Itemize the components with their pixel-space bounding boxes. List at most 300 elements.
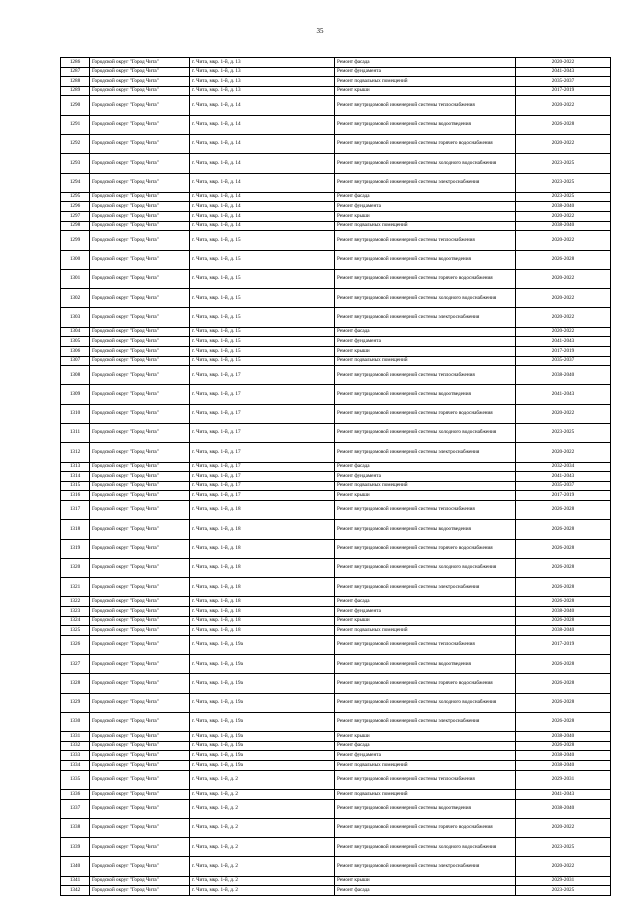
- work-type-cell: Ремонт подвальных помещений: [335, 789, 516, 799]
- period-cell: 2026-2028: [516, 693, 611, 712]
- row-number-cell: 1317: [61, 500, 90, 519]
- address-cell: г. Чита, мкр. 1-й, д. 18: [190, 597, 335, 607]
- period-cell: 2023-2025: [516, 886, 611, 896]
- municipality-cell: Городской округ "Город Чита": [90, 86, 190, 96]
- work-type-cell: Ремонт фасада: [335, 327, 516, 337]
- municipality-cell: Городской округ "Город Чита": [90, 385, 190, 404]
- table-row: [61, 626, 611, 636]
- address-cell: г. Чита, мкр. 1-й, д. 17: [190, 491, 335, 501]
- municipality-cell: Городской округ "Город Чита": [90, 799, 190, 818]
- municipality-cell: Городской округ "Город Чита": [90, 289, 190, 308]
- municipality-cell: Городской округ "Город Чита": [90, 115, 190, 134]
- municipality-cell: Городской округ "Город Чита": [90, 607, 190, 617]
- address-cell: г. Чита, мкр. 1-й, д. 14: [190, 221, 335, 231]
- municipality-cell: Городской округ "Город Чита": [90, 423, 190, 442]
- row-number-cell: 1310: [61, 404, 90, 423]
- address-cell: г. Чита, мкр. 1-й, д. 17: [190, 385, 335, 404]
- municipality-cell: Городской округ "Город Чита": [90, 491, 190, 501]
- table-row: [61, 67, 611, 77]
- work-type-cell: Ремонт внутридомовой инженерной системы горячего водоснабжения: [335, 404, 516, 423]
- work-type-cell: Ремонт фасада: [335, 741, 516, 751]
- period-cell: 2026-2028: [516, 616, 611, 626]
- page-number: 35: [316, 27, 324, 35]
- work-type-cell: Ремонт внутридомовой инженерной системы электроснабжения: [335, 308, 516, 327]
- row-number-cell: 1295: [61, 192, 90, 202]
- period-cell: 2029-2031: [516, 770, 611, 789]
- row-number-cell: 1320: [61, 558, 90, 577]
- address-cell: г. Чита, мкр. 1-й, д. 18: [190, 607, 335, 617]
- row-number-cell: 1328: [61, 674, 90, 693]
- table-row: [61, 231, 611, 250]
- table-row: [61, 818, 611, 837]
- work-type-cell: Ремонт фундамента: [335, 67, 516, 77]
- table-row: [61, 597, 611, 607]
- period-cell: 2026-2028: [516, 597, 611, 607]
- period-cell: 2017-2019: [516, 346, 611, 356]
- period-cell: 2032-2034: [516, 462, 611, 472]
- row-number-cell: 1339: [61, 838, 90, 857]
- row-number-cell: 1303: [61, 308, 90, 327]
- table-row: [61, 221, 611, 231]
- table-row: [61, 404, 611, 423]
- row-number-cell: 1336: [61, 789, 90, 799]
- work-type-cell: Ремонт внутридомовой инженерной системы теплоснабжения: [335, 770, 516, 789]
- table-row: [61, 385, 611, 404]
- row-number-cell: 1286: [61, 58, 90, 68]
- table-row: [61, 635, 611, 654]
- table-row: [61, 713, 611, 732]
- work-type-cell: Ремонт крыши: [335, 876, 516, 886]
- municipality-cell: Городской округ "Город Чита": [90, 231, 190, 250]
- address-cell: г. Чита, мкр. 1-й, д. 14: [190, 96, 335, 115]
- address-cell: г. Чита, мкр. 1-й, д. 17: [190, 366, 335, 385]
- address-cell: г. Чита, мкр. 1-й, д. 13: [190, 58, 335, 68]
- address-cell: г. Чита, мкр. 1-й, д. 18: [190, 626, 335, 636]
- row-number-cell: 1289: [61, 86, 90, 96]
- row-number-cell: 1293: [61, 154, 90, 173]
- work-type-cell: Ремонт подвальных помещений: [335, 77, 516, 87]
- period-cell: 2038-2040: [516, 751, 611, 761]
- period-cell: 2041-2043: [516, 67, 611, 77]
- period-cell: 2020-2022: [516, 212, 611, 222]
- row-number-cell: 1312: [61, 443, 90, 462]
- period-cell: 2020-2022: [516, 231, 611, 250]
- row-number-cell: 1298: [61, 221, 90, 231]
- work-type-cell: Ремонт фасада: [335, 886, 516, 896]
- period-cell: 2041-2043: [516, 337, 611, 347]
- row-number-cell: 1302: [61, 289, 90, 308]
- work-type-cell: Ремонт подвальных помещений: [335, 481, 516, 491]
- period-cell: 2020-2022: [516, 308, 611, 327]
- row-number-cell: 1296: [61, 202, 90, 212]
- row-number-cell: 1307: [61, 356, 90, 366]
- address-cell: г. Чита, мкр. 1-й, д. 17: [190, 423, 335, 442]
- municipality-cell: Городской округ "Город Чита": [90, 308, 190, 327]
- address-cell: г. Чита, мкр. 1-й, д. 15: [190, 289, 335, 308]
- row-number-cell: 1311: [61, 423, 90, 442]
- row-number-cell: 1330: [61, 713, 90, 732]
- municipality-cell: Городской округ "Город Чита": [90, 356, 190, 366]
- row-number-cell: 1318: [61, 520, 90, 539]
- work-type-cell: Ремонт внутридомовой инженерной системы водоотведения: [335, 799, 516, 818]
- address-cell: г. Чита, мкр. 1-й, д. 14: [190, 202, 335, 212]
- municipality-cell: Городской округ "Город Чита": [90, 761, 190, 771]
- address-cell: г. Чита, мкр. 1-й, д. 19а: [190, 635, 335, 654]
- municipality-cell: Городской округ "Город Чита": [90, 635, 190, 654]
- municipality-cell: Городской округ "Город Чита": [90, 192, 190, 202]
- municipality-cell: Городской округ "Город Чита": [90, 346, 190, 356]
- table-row: [61, 366, 611, 385]
- address-cell: г. Чита, мкр. 1-й, д. 13: [190, 67, 335, 77]
- work-type-cell: Ремонт фундамента: [335, 337, 516, 347]
- address-cell: г. Чита, мкр. 1-й, д. 19а: [190, 655, 335, 674]
- work-type-cell: Ремонт внутридомовой инженерной системы холодного водоснабжения: [335, 838, 516, 857]
- table-row: [61, 86, 611, 96]
- address-cell: г. Чита, мкр. 1-й, д. 18: [190, 539, 335, 558]
- period-cell: 2026-2028: [516, 578, 611, 597]
- period-cell: 2038-2040: [516, 732, 611, 742]
- period-cell: 2023-2025: [516, 423, 611, 442]
- row-number-cell: 1341: [61, 876, 90, 886]
- table-row: [61, 578, 611, 597]
- address-cell: г. Чита, мкр. 1-й, д. 2: [190, 886, 335, 896]
- row-number-cell: 1331: [61, 732, 90, 742]
- period-cell: 2038-2040: [516, 221, 611, 231]
- row-number-cell: 1314: [61, 472, 90, 482]
- table-row: [61, 337, 611, 347]
- address-cell: г. Чита, мкр. 1-й, д. 17: [190, 443, 335, 462]
- address-cell: г. Чита, мкр. 1-й, д. 13: [190, 77, 335, 87]
- municipality-cell: Городской округ "Город Чита": [90, 58, 190, 68]
- address-cell: г. Чита, мкр. 1-й, д. 17: [190, 404, 335, 423]
- work-type-cell: Ремонт внутридомовой инженерной системы электроснабжения: [335, 578, 516, 597]
- address-cell: г. Чита, мкр. 1-й, д. 15: [190, 327, 335, 337]
- work-type-cell: Ремонт внутридомовой инженерной системы холодного водоснабжения: [335, 558, 516, 577]
- row-number-cell: 1294: [61, 173, 90, 192]
- table-row: [61, 423, 611, 442]
- address-cell: г. Чита, мкр. 1-й, д. 18: [190, 500, 335, 519]
- municipality-cell: Городской округ "Город Чита": [90, 857, 190, 876]
- table-row: [61, 212, 611, 222]
- period-cell: 2026-2028: [516, 500, 611, 519]
- work-type-cell: Ремонт внутридомовой инженерной системы электроснабжения: [335, 173, 516, 192]
- address-cell: г. Чита, мкр. 1-й, д. 14: [190, 192, 335, 202]
- table-row: [61, 327, 611, 337]
- municipality-cell: Городской округ "Город Чита": [90, 770, 190, 789]
- repair-schedule-table: [60, 57, 611, 896]
- table-row: [61, 558, 611, 577]
- period-cell: 2026-2028: [516, 539, 611, 558]
- municipality-cell: Городской округ "Город Чита": [90, 876, 190, 886]
- row-number-cell: 1329: [61, 693, 90, 712]
- address-cell: г. Чита, мкр. 1-й, д. 19а: [190, 761, 335, 771]
- period-cell: 2017-2019: [516, 635, 611, 654]
- row-number-cell: 1332: [61, 741, 90, 751]
- period-cell: 2038-2040: [516, 202, 611, 212]
- period-cell: 2020-2022: [516, 327, 611, 337]
- row-number-cell: 1309: [61, 385, 90, 404]
- table-body: [61, 58, 611, 896]
- table-row: [61, 761, 611, 771]
- period-cell: 2041-2043: [516, 789, 611, 799]
- row-number-cell: 1342: [61, 886, 90, 896]
- address-cell: г. Чита, мкр. 1-й, д. 2: [190, 818, 335, 837]
- address-cell: г. Чита, мкр. 1-й, д. 2: [190, 857, 335, 876]
- row-number-cell: 1319: [61, 539, 90, 558]
- period-cell: 2038-2040: [516, 761, 611, 771]
- municipality-cell: Городской округ "Город Чита": [90, 741, 190, 751]
- work-type-cell: Ремонт внутридомовой инженерной системы теплоснабжения: [335, 231, 516, 250]
- work-type-cell: Ремонт фундамента: [335, 607, 516, 617]
- table-row: [61, 607, 611, 617]
- table-row: [61, 886, 611, 896]
- municipality-cell: Городской округ "Город Чита": [90, 327, 190, 337]
- address-cell: г. Чита, мкр. 1-й, д. 14: [190, 115, 335, 134]
- work-type-cell: Ремонт внутридомовой инженерной системы холодного водоснабжения: [335, 289, 516, 308]
- municipality-cell: Городской округ "Город Чита": [90, 558, 190, 577]
- municipality-cell: Городской округ "Город Чита": [90, 134, 190, 153]
- period-cell: 2035-2037: [516, 77, 611, 87]
- work-type-cell: Ремонт внутридомовой инженерной системы электроснабжения: [335, 713, 516, 732]
- table-row: [61, 472, 611, 482]
- period-cell: 2026-2028: [516, 674, 611, 693]
- work-type-cell: Ремонт внутридомовой инженерной системы электроснабжения: [335, 443, 516, 462]
- row-number-cell: 1333: [61, 751, 90, 761]
- period-cell: 2020-2022: [516, 96, 611, 115]
- table-row: [61, 751, 611, 761]
- municipality-cell: Городской округ "Город Чита": [90, 250, 190, 269]
- work-type-cell: Ремонт крыши: [335, 732, 516, 742]
- work-type-cell: Ремонт внутридомовой инженерной системы горячего водоснабжения: [335, 269, 516, 288]
- row-number-cell: 1324: [61, 616, 90, 626]
- row-number-cell: 1297: [61, 212, 90, 222]
- work-type-cell: Ремонт внутридомовой инженерной системы холодного водоснабжения: [335, 154, 516, 173]
- address-cell: г. Чита, мкр. 1-й, д. 15: [190, 308, 335, 327]
- municipality-cell: Городской округ "Город Чита": [90, 269, 190, 288]
- work-type-cell: Ремонт внутридомовой инженерной системы электроснабжения: [335, 857, 516, 876]
- work-type-cell: Ремонт подвальных помещений: [335, 761, 516, 771]
- address-cell: г. Чита, мкр. 1-й, д. 18: [190, 558, 335, 577]
- address-cell: г. Чита, мкр. 1-й, д. 19а: [190, 713, 335, 732]
- period-cell: 2020-2022: [516, 269, 611, 288]
- period-cell: 2020-2022: [516, 289, 611, 308]
- period-cell: 2026-2028: [516, 520, 611, 539]
- work-type-cell: Ремонт внутридомовой инженерной системы горячего водоснабжения: [335, 134, 516, 153]
- row-number-cell: 1301: [61, 269, 90, 288]
- row-number-cell: 1321: [61, 578, 90, 597]
- row-number-cell: 1306: [61, 346, 90, 356]
- row-number-cell: 1305: [61, 337, 90, 347]
- municipality-cell: Городской округ "Город Чита": [90, 337, 190, 347]
- municipality-cell: Городской округ "Город Чита": [90, 500, 190, 519]
- period-cell: 2038-2040: [516, 366, 611, 385]
- period-cell: 2041-2043: [516, 472, 611, 482]
- address-cell: г. Чита, мкр. 1-й, д. 15: [190, 346, 335, 356]
- row-number-cell: 1337: [61, 799, 90, 818]
- municipality-cell: Городской округ "Город Чита": [90, 404, 190, 423]
- address-cell: г. Чита, мкр. 1-й, д. 2: [190, 799, 335, 818]
- table-row: [61, 443, 611, 462]
- municipality-cell: Городской округ "Город Чита": [90, 212, 190, 222]
- work-type-cell: Ремонт фасада: [335, 58, 516, 68]
- work-type-cell: Ремонт фундамента: [335, 202, 516, 212]
- work-type-cell: Ремонт внутридомовой инженерной системы водоотведения: [335, 385, 516, 404]
- period-cell: 2026-2028: [516, 655, 611, 674]
- table-row: [61, 693, 611, 712]
- table-row: [61, 491, 611, 501]
- municipality-cell: Городской округ "Город Чита": [90, 481, 190, 491]
- row-number-cell: 1326: [61, 635, 90, 654]
- municipality-cell: Городской округ "Город Чита": [90, 838, 190, 857]
- table-row: [61, 308, 611, 327]
- municipality-cell: Городской округ "Город Чита": [90, 886, 190, 896]
- row-number-cell: 1308: [61, 366, 90, 385]
- address-cell: г. Чита, мкр. 1-й, д. 14: [190, 134, 335, 153]
- work-type-cell: Ремонт фундамента: [335, 472, 516, 482]
- address-cell: г. Чита, мкр. 1-й, д. 19а: [190, 741, 335, 751]
- table-row: [61, 115, 611, 134]
- municipality-cell: Городской округ "Город Чита": [90, 366, 190, 385]
- table-row: [61, 134, 611, 153]
- address-cell: г. Чита, мкр. 1-й, д. 14: [190, 173, 335, 192]
- municipality-cell: Городской округ "Город Чита": [90, 472, 190, 482]
- table-row: [61, 500, 611, 519]
- table-row: [61, 857, 611, 876]
- municipality-cell: Городской округ "Город Чита": [90, 616, 190, 626]
- table-row: [61, 289, 611, 308]
- address-cell: г. Чита, мкр. 1-й, д. 14: [190, 154, 335, 173]
- table-row: [61, 616, 611, 626]
- period-cell: 2020-2022: [516, 818, 611, 837]
- period-cell: 2020-2022: [516, 134, 611, 153]
- address-cell: г. Чита, мкр. 1-й, д. 19а: [190, 732, 335, 742]
- row-number-cell: 1300: [61, 250, 90, 269]
- row-number-cell: 1340: [61, 857, 90, 876]
- address-cell: г. Чита, мкр. 1-й, д. 18: [190, 616, 335, 626]
- municipality-cell: Городской округ "Город Чита": [90, 520, 190, 539]
- row-number-cell: 1338: [61, 818, 90, 837]
- row-number-cell: 1323: [61, 607, 90, 617]
- row-number-cell: 1292: [61, 134, 90, 153]
- period-cell: 2026-2028: [516, 250, 611, 269]
- municipality-cell: Городской округ "Город Чита": [90, 578, 190, 597]
- municipality-cell: Городской округ "Город Чита": [90, 693, 190, 712]
- work-type-cell: Ремонт внутридомовой инженерной системы водоотведения: [335, 655, 516, 674]
- work-type-cell: Ремонт крыши: [335, 86, 516, 96]
- period-cell: 2026-2028: [516, 713, 611, 732]
- work-type-cell: Ремонт фасада: [335, 462, 516, 472]
- work-type-cell: Ремонт внутридомовой инженерной системы водоотведения: [335, 115, 516, 134]
- table-row: [61, 838, 611, 857]
- address-cell: г. Чита, мкр. 1-й, д. 18: [190, 520, 335, 539]
- work-type-cell: Ремонт подвальных помещений: [335, 356, 516, 366]
- period-cell: 2023-2025: [516, 173, 611, 192]
- table-row: [61, 96, 611, 115]
- table-row: [61, 58, 611, 68]
- table-row: [61, 192, 611, 202]
- table-row: [61, 202, 611, 212]
- table-row: [61, 520, 611, 539]
- address-cell: г. Чита, мкр. 1-й, д. 15: [190, 231, 335, 250]
- work-type-cell: Ремонт внутридомовой инженерной системы теплоснабжения: [335, 96, 516, 115]
- work-type-cell: Ремонт крыши: [335, 616, 516, 626]
- row-number-cell: 1288: [61, 77, 90, 87]
- table-row: [61, 789, 611, 799]
- row-number-cell: 1334: [61, 761, 90, 771]
- work-type-cell: Ремонт крыши: [335, 212, 516, 222]
- table-row: [61, 674, 611, 693]
- address-cell: г. Чита, мкр. 1-й, д. 2: [190, 770, 335, 789]
- address-cell: г. Чита, мкр. 1-й, д. 17: [190, 472, 335, 482]
- period-cell: 2023-2025: [516, 838, 611, 857]
- table-row: [61, 741, 611, 751]
- address-cell: г. Чита, мкр. 1-й, д. 19а: [190, 751, 335, 761]
- row-number-cell: 1299: [61, 231, 90, 250]
- period-cell: 2038-2040: [516, 607, 611, 617]
- table-row: [61, 732, 611, 742]
- period-cell: 2020-2022: [516, 857, 611, 876]
- work-type-cell: Ремонт внутридомовой инженерной системы водоотведения: [335, 250, 516, 269]
- municipality-cell: Городской округ "Город Чита": [90, 77, 190, 87]
- work-type-cell: Ремонт внутридомовой инженерной системы горячего водоснабжения: [335, 674, 516, 693]
- table-row: [61, 799, 611, 818]
- period-cell: 2038-2040: [516, 799, 611, 818]
- work-type-cell: Ремонт подвальных помещений: [335, 626, 516, 636]
- municipality-cell: Городской округ "Город Чита": [90, 202, 190, 212]
- period-cell: 2038-2040: [516, 626, 611, 636]
- table-row: [61, 539, 611, 558]
- period-cell: 2020-2022: [516, 404, 611, 423]
- municipality-cell: Городской округ "Город Чита": [90, 732, 190, 742]
- table-row: [61, 269, 611, 288]
- municipality-cell: Городской округ "Город Чита": [90, 462, 190, 472]
- period-cell: 2035-2037: [516, 356, 611, 366]
- period-cell: 2035-2037: [516, 481, 611, 491]
- municipality-cell: Городской округ "Город Чита": [90, 221, 190, 231]
- address-cell: г. Чита, мкр. 1-й, д. 18: [190, 578, 335, 597]
- work-type-cell: Ремонт внутридомовой инженерной системы теплоснабжения: [335, 500, 516, 519]
- work-type-cell: Ремонт внутридомовой инженерной системы холодного водоснабжения: [335, 423, 516, 442]
- work-type-cell: Ремонт фундамента: [335, 751, 516, 761]
- address-cell: г. Чита, мкр. 1-й, д. 17: [190, 481, 335, 491]
- municipality-cell: Городской округ "Город Чита": [90, 154, 190, 173]
- row-number-cell: 1304: [61, 327, 90, 337]
- table-row: [61, 876, 611, 886]
- row-number-cell: 1315: [61, 481, 90, 491]
- period-cell: 2026-2028: [516, 115, 611, 134]
- table-row: [61, 250, 611, 269]
- work-type-cell: Ремонт крыши: [335, 491, 516, 501]
- table-row: [61, 770, 611, 789]
- period-cell: 2041-2043: [516, 385, 611, 404]
- address-cell: г. Чита, мкр. 1-й, д. 15: [190, 356, 335, 366]
- address-cell: г. Чита, мкр. 1-й, д. 2: [190, 789, 335, 799]
- period-cell: 2023-2025: [516, 192, 611, 202]
- work-type-cell: Ремонт внутридомовой инженерной системы горячего водоснабжения: [335, 818, 516, 837]
- table-row: [61, 481, 611, 491]
- row-number-cell: 1316: [61, 491, 90, 501]
- period-cell: 2020-2022: [516, 58, 611, 68]
- municipality-cell: Городской округ "Город Чита": [90, 96, 190, 115]
- table-row: [61, 462, 611, 472]
- work-type-cell: Ремонт крыши: [335, 346, 516, 356]
- municipality-cell: Городской округ "Город Чита": [90, 173, 190, 192]
- row-number-cell: 1287: [61, 67, 90, 77]
- work-type-cell: Ремонт внутридомовой инженерной системы теплоснабжения: [335, 635, 516, 654]
- municipality-cell: Городской округ "Город Чита": [90, 626, 190, 636]
- address-cell: г. Чита, мкр. 1-й, д. 17: [190, 462, 335, 472]
- period-cell: 2026-2028: [516, 741, 611, 751]
